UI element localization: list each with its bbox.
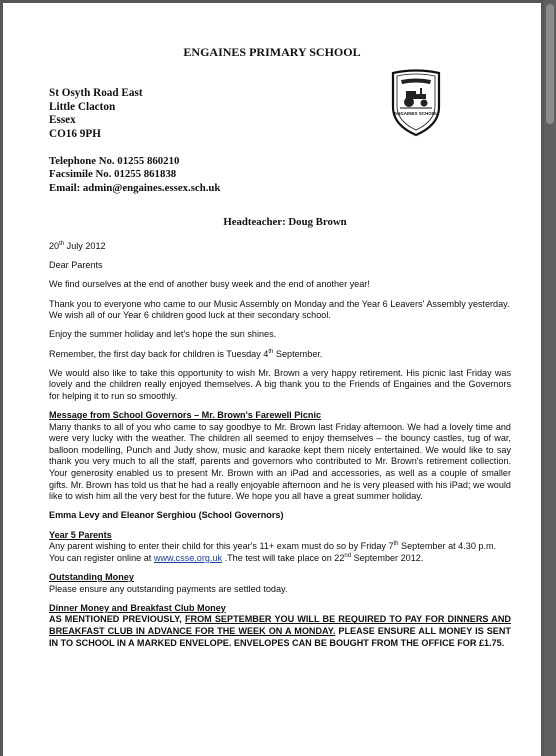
paragraph: Thank you to everyone who came to our Music Assembly on Monday and the Year 6 Leavers' Assembly yesterday. We wish all of our Year 6 children good luck at their secondary school.	[49, 298, 510, 321]
paragraph: Remember, the first day back for children is Tuesday 4th September.	[49, 348, 323, 359]
paragraph: We find ourselves at the end of another busy week and the end of another year!	[49, 279, 370, 290]
governors-message: Many thanks to all of you who came to say goodbye to Mr. Brown last Friday afternoon. We had a lovely time and were very lucky with the weather. The children all seemed to enjoy themselves – the bouncy castles, tug of war, balloon modelling, Punch and Judy show, music and karaoke kept them nicely entertained. We would like to say thank you very much to all the staff, parents and governors who contributed to Mr. Brown's retirement collection. Your generosity enabled us to present Mr. Brown with an iPad and accessories, as well as a couple of smaller gifts. Mr. Brown has told us that he had a really enjoyable afternoon and he is very pleased with his iPad; we would like to wish him all the very best for the future. We hope you all have a great summer holiday.	[49, 421, 511, 502]
salutation: Dear Parents	[49, 260, 103, 271]
contact-details	[49, 155, 220, 195]
section-heading: Outstanding Money	[49, 572, 134, 582]
headteacher-line: Headteacher: Doug Brown	[223, 216, 347, 228]
crest-text: ENGAINES SCHOOL	[393, 111, 439, 116]
school-name: ENGAINES PRIMARY SCHOOL	[183, 45, 361, 59]
school-crest-logo	[390, 67, 442, 137]
section-heading: Year 5 Parents	[49, 529, 112, 540]
section-heading: Dinner Money and Breakfast Club Money	[49, 602, 226, 613]
csse-link[interactable]: www.csse.org.uk	[153, 552, 223, 563]
paragraph: We would also like to take this opportunity to wish Mr. Brown a very happy retirement. His picnic last Friday was lovely and the children really enjoyed themselves. A big thank you to the Friends of Engaines and the Governors for helping it to run so smoothly.	[49, 367, 511, 401]
letter-body	[49, 241, 511, 657]
paragraph: Enjoy the summer holiday and let's hope the sun shines.	[49, 329, 277, 340]
document-page	[3, 3, 541, 756]
dinner-message: AS MENTIONED PREVIOUSLY, FROM SEPTEMBER YOU WILL BE REQUIRED TO PAY FOR DINNERS AND BREAKFAST CLUB IN ADVANCE FOR THE WEEK ON A MONDAY. PLEASE ENSURE ALL MONEY IS SENT IN TO SCHOOL IN A MARKED ENVELOPE. ENVELOPES CAN BE BOUGHT FROM THE OFFICE FOR £1.75.	[49, 614, 511, 648]
school-address	[49, 87, 143, 141]
money-message: Please ensure any outstanding payments are settled today.	[49, 583, 288, 594]
address-line: Little Clacton	[49, 100, 116, 113]
address-line: Essex	[49, 114, 76, 127]
scrollbar-thumb[interactable]	[546, 4, 554, 124]
section-heading: Message from School Governors – Mr. Brown's Farewell Picnic	[49, 410, 322, 421]
letter-date: 20th July 2012	[49, 240, 106, 251]
governors-signature: Emma Levy and Eleanor Serghiou (School Governors)	[49, 510, 284, 521]
telephone: Telephone No. 01255 860210	[49, 155, 180, 167]
scrollbar[interactable]	[544, 0, 556, 756]
address-line: CO16 9PH	[49, 127, 101, 140]
facsimile: Facsimile No. 01255 861838	[49, 168, 177, 181]
email: Email: admin@engaines.essex.sch.uk	[49, 181, 221, 194]
year5-message: Any parent wishing to enter their child for this year's 11+ exam must do so by Friday 7th September at 4.30 p.m. You can register online at www.csse.org.uk .The test will take place on 22nd September 2012.	[49, 541, 497, 563]
address-line: St Osyth Road East	[49, 87, 143, 99]
